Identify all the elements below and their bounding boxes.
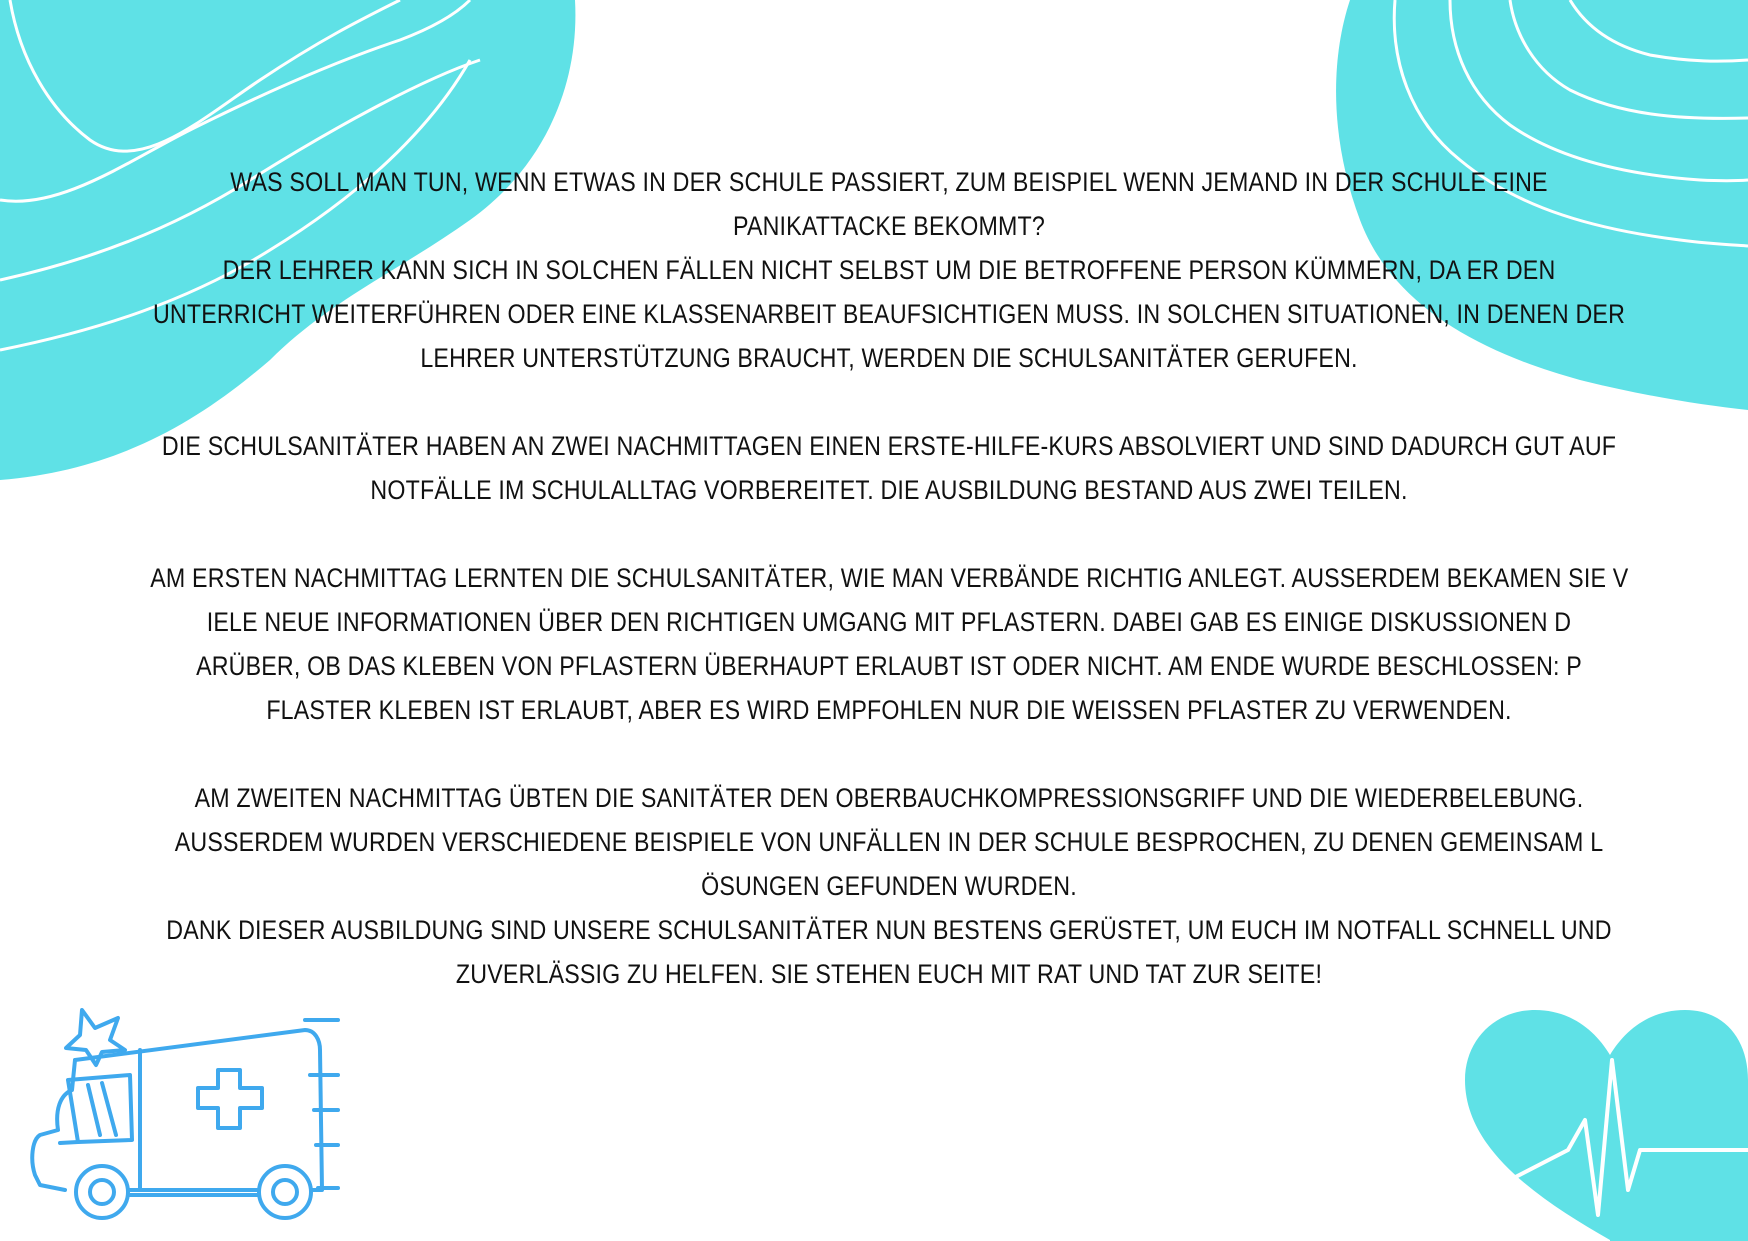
text-line: AUSSERDEM WURDEN VERSCHIEDENE BEISPIELE VON UNFÄLLEN IN DER SCHULE BESPROCHEN, ZU DENEN GEMEINSAM L <box>174 827 1604 857</box>
text-line: DANK DIESER AUSBILDUNG SIND UNSERE SCHULSANITÄTER NUN BESTENS GERÜSTET, UM EUCH IM NOTFALL SCHNELL UND <box>166 915 1612 945</box>
text-line: NOTFÄLLE IM SCHULALLTAG VORBEREITET. DIE AUSBILDUNG BESTAND AUS ZWEI TEILEN. <box>370 475 1408 505</box>
text-line: IELE NEUE INFORMATIONEN ÜBER DEN RICHTIGEN UMGANG MIT PFLASTERN. DABEI GAB ES EINIGE DISKUSSIONEN D <box>206 607 1572 637</box>
text-line: UNTERRICHT WEITERFÜHREN ODER EINE KLASSENARBEIT BEAUFSICHTIGEN MUSS. IN SOLCHEN SITUATIONEN, IN DENEN DER <box>152 299 1626 329</box>
text-line: WAS SOLL MAN TUN, WENN ETWAS IN DER SCHULE PASSIERT, ZUM BEISPIEL WENN JEMAND IN DER SCHULE EINE <box>230 167 1548 197</box>
text-line: ZUVERLÄSSIG ZU HELFEN. SIE STEHEN EUCH MIT RAT UND TAT ZUR SEITE! <box>455 959 1323 989</box>
paragraph-gap <box>150 732 1627 776</box>
paragraph-gap <box>150 512 1627 556</box>
ambulance-icon <box>32 1010 338 1218</box>
heart-pulse-icon <box>1465 1010 1748 1241</box>
text-line: ARÜBER, OB DAS KLEBEN VON PFLASTERN ÜBERHAUPT ERLAUBT IST ODER NICHT. AM ENDE WURDE BESCHLOSSEN: P <box>196 651 1582 681</box>
text-line: DIE SCHULSANITÄTER HABEN AN ZWEI NACHMITTAGEN EINEN ERSTE-HILFE-KURS ABSOLVIERT UND SIND DADURCH GUT AUF <box>161 431 1617 461</box>
paragraph-gap <box>150 380 1627 424</box>
text-line: FLASTER KLEBEN IST ERLAUBT, ABER ES WIRD EMPFOHLEN NUR DIE WEISSEN PFLASTER ZU VERWENDEN. <box>266 695 1512 725</box>
text-line: PANIKATTACKE BEKOMMT? <box>733 211 1045 241</box>
text-line: LEHRER UNTERSTÜTZUNG BRAUCHT, WERDEN DIE SCHULSANITÄTER GERUFEN. <box>420 343 1358 373</box>
text-line: ÖSUNGEN GEFUNDEN WURDEN. <box>701 871 1077 901</box>
text-line: DER LEHRER KANN SICH IN SOLCHEN FÄLLEN NICHT SELBST UM DIE BETROFFENE PERSON KÜMMERN, DA ER DEN <box>222 255 1556 285</box>
article-text <box>150 160 1627 996</box>
text-line: AM ERSTEN NACHMITTAG LERNTEN DIE SCHULSANITÄTER, WIE MAN VERBÄNDE RICHTIG ANLEGT. AUSSERDEM BEKAMEN SIE V <box>150 563 1629 593</box>
text-line: AM ZWEITEN NACHMITTAG ÜBTEN DIE SANITÄTER DEN OBERBAUCHKOMPRESSIONSGRIFF UND DIE WIEDERBELEBUNG. <box>194 783 1584 813</box>
